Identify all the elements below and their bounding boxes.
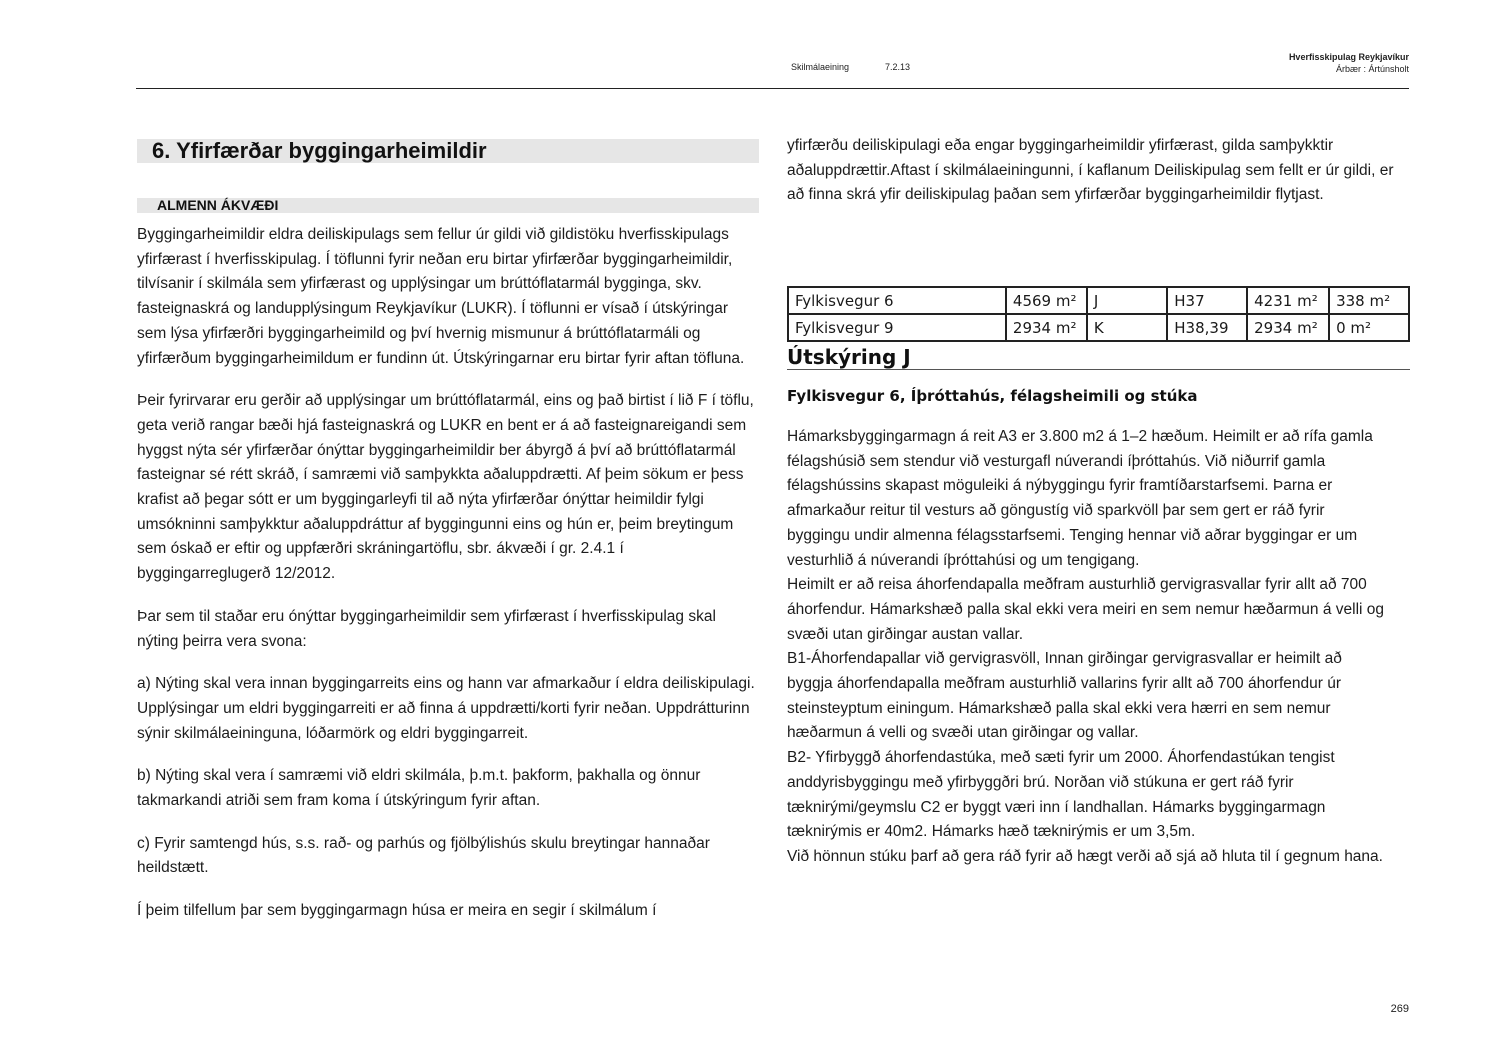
list-item-a: a) Nýting skal vera innan byggingarreits eins og hann var afmarkaður í eldra deiliskipulagi. Upplýsingar um eldri byggingarreiti er að finna á uppdrætti/korti fyrir neðan. Uppdrátturinn sýnir skilmálaeininguna, lóðarmörk og eldri byggingarreit. [137,675,755,742]
paragraph: Byggingarheimildir eldra deiliskipulags sem fellur úr gildi við gildistöku hverfisskipulags yfirfærast í hverfisskipulag. Í töflunni fyrir neðan eru birtar yfirfærðar byggingarheimildir, tilvísanir í skilmála sem yfirfærast og upplýsingar um brúttóflatarmál bygginga, skv. fasteignaskrá og landupplýsingum Reykjavíkur (LUKR). Í töflunni er vísað í útskýringar sem lýsa yfirfærðri byggingarheimild og því hvernig mismunur á brúttóflatarmáli og yfirfærðum byggingarheimildum er fundinn út. Útskýringarnar eru birtar fyrir aftan töfluna. [137,226,745,367]
table-cell-area: 4569 m² [1006,287,1087,314]
right-column-top [787,134,1410,208]
section-code: 7.2.13 [885,62,911,72]
explanation-subheading: Fylkisvegur 6, Íþróttahús, félagsheimili og stúka [787,387,1198,405]
header-divider [136,88,1409,89]
table-cell-difference: 338 m² [1329,287,1409,314]
table-cell-explanation: K [1087,314,1167,341]
chapter-heading-bar [137,139,759,163]
section-heading: ALMENN ÁKVÆÐI [157,197,279,213]
table-cell-address: Fylkisvegur 6 [788,287,1006,314]
section-label: Skilmálaeining [791,62,850,72]
table-cell-gross-area: 4231 m² [1247,287,1329,314]
table-row [788,287,1409,314]
paragraph: Við hönnun stúku þarf að gera ráð fyrir að hægt verði að sjá að hluta til í gegnum hana. [787,847,1383,865]
building-permits-table [787,286,1410,342]
paragraph: B1-Áhorfendapallar við gervigrasvöll, Innan girðingar gervigrasvallar er heimilt að byggja áhorfendapalla meðfram austurhlið vallarins fyrir allt að 700 áhorfendur úr steinsteyptum einingum. Hámarkshæð palla skal ekki vera hærri en sem nemur hæðarmun á velli og svæði utan girðingar og vallar. [787,650,1342,742]
table-row [788,314,1409,341]
publication-title: Hverfisskipulag Reykjavíkur [1288,52,1409,62]
chapter-heading: 6. Yfirfærðar byggingarheimildir [152,138,487,163]
paragraph: B2- Yfirbyggð áhorfendastúka, með sæti fyrir um 2000. Áhorfendastúkan tengist anddyrisbyggingu með yfirbyggðri brú. Norðan við stúkuna er gert ráð fyrir tæknirými/geymslu C2 er byggt væri inn í landhallan. Hámarks byggingarmagn tæknirýmis er 40m2. Hámarks hæð tæknirýmis er um 3,5m. [787,749,1335,841]
area-name: Árbær : Ártúnsholt [1335,64,1409,74]
page-number: 269 [1390,1003,1409,1015]
continued-paragraph: yfirfærðu deiliskipulagi eða engar byggingarheimildir yfirfærast, gilda samþykktir aðaluppdrættir.Aftast í skilmálaeiningunni, í kaflanum Deiliskipulag sem fellt er úr gildi, er að finna skrá yfir deiliskipulag þaðan sem yfirfærðar byggingarheimildir flytjast. [787,137,1394,204]
paragraph: Þar sem til staðar eru ónýttar byggingarheimildir sem yfirfærast í hverfisskipulag skal nýting þeirra vera svona: [137,607,716,650]
list-item-c: c) Fyrir samtengd hús, s.s. rað- og parhús og fjölbýlishús skulu breytingar hannaðar heildstætt. [137,834,710,877]
section-heading-bar [137,198,759,213]
paragraph: Í þeim tilfellum þar sem byggingarmagn húsa er meira en segir í skilmálum í [137,902,657,920]
publication-info [1289,51,1409,75]
table-cell-area: 2934 m² [1006,314,1087,341]
table-cell-reference: H37 [1167,287,1247,314]
right-column-body [787,425,1387,870]
table-cell-reference: H38,39 [1167,314,1247,341]
left-column [137,139,759,924]
paragraph: Þeir fyrirvarar eru gerðir að upplýsingar um brúttóflatarmál, eins og það birtist í lið F í töflu, geta verið rangar bæði hjá fasteignaskrá og LUKR en bent er á að fasteignareigandi sem hyggst nýta sér yfirfærðar ónýttar byggingarheimildir ber ábyrgð á því að brúttóflatarmál fasteignar sé rétt skráð, í samræmi við samþykkta aðaluppdrætti. Af þeim sökum er þess krafist að þegar sótt er um byggingarleyfi til að nýta yfirfærðar ónýttar heimildir fylgi umsókninni samþykktur aðaluppdráttur af byggingunni eins og hún er, þeim breytingum sem óskað er eftir og uppfærðri skráningartöflu, sbr. ákvæði í gr. 2.4.1 í byggingarreglugerð 12/2012. [137,392,754,583]
explanation-heading: Útskýring J [787,345,1410,370]
table-cell-gross-area: 2934 m² [1247,314,1329,341]
table-cell-explanation: J [1087,287,1167,314]
section-info [791,62,910,72]
paragraph: Heimilt er að reisa áhorfendapalla meðfram austurhlið gervigrasvallar fyrir allt að 700 áhorfendur. Hámarkshæð palla skal ekki vera meiri en sem nemur hæðarmun á velli og svæði utan girðingar austan vallar. [787,576,1385,643]
table-cell-difference: 0 m² [1329,314,1409,341]
list-item-b: b) Nýting skal vera í samræmi við eldri skilmála, þ.m.t. þakform, þakhalla og önnur takmarkandi atriði sem fram koma í útskýringum fyrir aftan. [137,767,701,810]
table-cell-address: Fylkisvegur 9 [788,314,1006,341]
paragraph: Hámarksbyggingarmagn á reit A3 er 3.800 m2 á 1–2 hæðum. Heimilt er að rífa gamla félagshúsið sem stendur við vesturgafl núverandi íþróttahús. Við niðurrif gamla félagshússins skapast möguleiki á nýbyggingu fyrir framtíðarstarfsemi. Þarna er afmarkaður reitur til vesturs að göngustíg við sparkvöll þar sem gert er ráð fyrir byggingu undir almenna félagsstarfsemi. Tenging hennar við aðrar byggingar er um vesturhlið á núverandi íþróttahúsi og um tengigang. [787,428,1373,569]
